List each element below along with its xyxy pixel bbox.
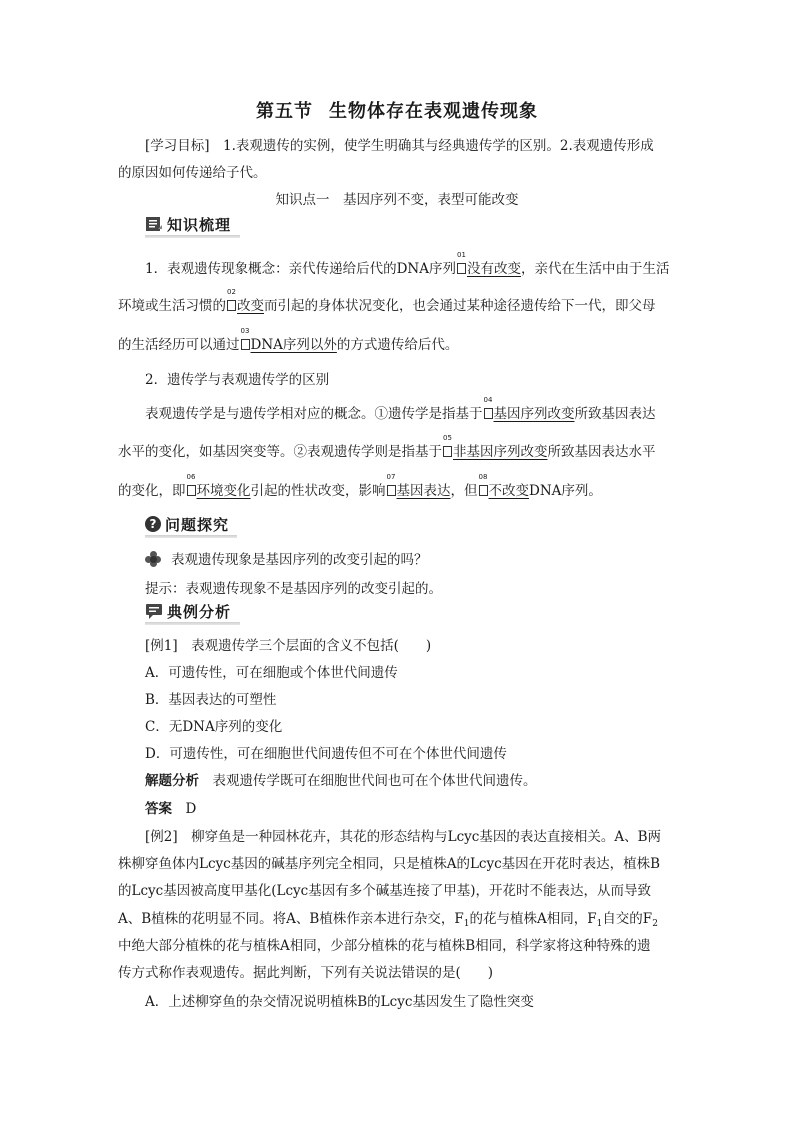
blank-marker-icon: 01: [457, 263, 466, 274]
difference-line3: 的变化，即 06 环境变化引起的性状改变，影响 07 基因表达，但 08 不改变DNA序列。: [118, 473, 602, 499]
concept-line1: 1．表观遗传现象概念：亲代传递给后代的DNA序列 01 没有改变，亲代在生活中由于生活: [145, 251, 670, 277]
flower-bullet-icon: [145, 551, 161, 567]
section-example-analysis: [145, 600, 231, 622]
example2-line2: 株柳穿鱼体内Lcyc基因的碱基序列完全相同，只是植株A的Lcyc基因在开花时表达，植株B: [118, 856, 661, 872]
learning-objectives-line2: 的原因如何传递给子代。: [118, 165, 267, 181]
section-title: 生物体存在表观遗传现象: [329, 101, 538, 122]
analysis-label: 解题分析: [145, 773, 199, 789]
example2-line1: [例2] 柳穿鱼是一种园林花卉，其花的形态结构与Lcyc基因的表达直接相关。A、B两: [145, 829, 662, 845]
example1-option-a: A．可遗传性，可在细胞或个体世代间遗传: [145, 665, 398, 681]
example2-line6: 传方式称作表观遗传。据此判断，下列有关说法错误的是( ): [118, 965, 494, 981]
section-question-explore: [145, 513, 229, 535]
section-label: 典例分析: [167, 602, 232, 621]
answer-blank: DNA序列以外: [250, 337, 337, 353]
question-text: 表观遗传现象是基因序列的改变引起的吗？: [171, 552, 428, 568]
example2-line4: A、B植株的花明显不同。将A、B植株作亲本进行杂交，$F_1$的花与植株A相同，$F_1$自交的$F_2$: [118, 911, 658, 929]
example1-stem: [例1] 表观遗传学三个层面的含义不包括( ): [145, 638, 432, 654]
example1-option-c: C．无DNA序列的变化: [145, 719, 283, 735]
section-label: 问题探究: [165, 515, 230, 534]
answer-blank: 基因序列改变: [493, 406, 575, 422]
answer-blank: 非基因序列改变: [453, 444, 548, 460]
blank-marker-icon: 02: [227, 300, 236, 311]
chat-bubble-icon: [145, 602, 163, 620]
page-title: [0, 97, 794, 123]
blank-marker-icon: 05: [443, 446, 452, 457]
learning-objectives-line1: [学习目标] 1.表观遗传的实例，使学生明确其与经典遗传学的区别。2.表观遗传形成: [145, 138, 654, 154]
concept-line3: 的生活经历可以通过 03 DNA序列以外的方式遗传给后代。: [118, 327, 459, 353]
example2-option-a: A．上述柳穿鱼的杂交情况说明植株B的Lcyc基因发生了隐性突变: [145, 994, 534, 1010]
section-underline: [145, 622, 240, 625]
blank-marker-icon: 04: [484, 408, 493, 419]
answer-blank: 没有改变: [466, 261, 521, 277]
notebook-icon: [145, 215, 163, 233]
hint-line: 提示：表观遗传现象不是基因序列的改变引起的。: [145, 581, 442, 597]
blank-marker-icon: 03: [241, 339, 250, 350]
example1-option-d: D．可遗传性，可在细胞世代间遗传但不可在个体世代间遗传: [145, 746, 507, 762]
difference-line2: 水平的变化，如基因突变等。②表观遗传学则是指基于 05 非基因序列改变所致基因表达水平: [118, 434, 656, 460]
section-number: 第五节: [256, 101, 313, 122]
example1-answer: [145, 797, 196, 817]
answer-blank: 环境变化: [196, 483, 251, 499]
answer-blank: 改变: [237, 298, 264, 314]
difference-heading: 2．遗传学与表观遗传学的区别: [145, 372, 330, 388]
answer-label: 答案: [145, 801, 172, 817]
question-mark-icon: ?: [145, 516, 161, 532]
answer-value: D: [172, 801, 197, 817]
section-label: 知识梳理: [167, 215, 232, 234]
difference-line1: 表观遗传学是与遗传学相对应的概念。①遗传学是指基于 04 基因序列改变所致基因表达: [145, 396, 656, 422]
section-underline: [145, 235, 240, 238]
answer-blank: 基因表达: [396, 483, 451, 499]
blank-marker-icon: 07: [387, 485, 396, 496]
example1-analysis: [145, 769, 537, 789]
knowledge-point-heading: 知识点一 基因序列不变，表型可能改变: [275, 192, 519, 208]
section-knowledge-review: [145, 213, 231, 235]
section-underline: [145, 535, 237, 538]
blank-marker-icon: 06: [187, 485, 196, 496]
analysis-text: 表观遗传学既可在细胞世代间也可在个体世代间遗传。: [199, 773, 537, 789]
example1-option-b: B．基因表达的可塑性: [145, 692, 277, 708]
example2-line3: 的Lcyc基因被高度甲基化(Lcyc基因有多个碱基连接了甲基)，开花时不能表达，从而导致: [118, 883, 651, 899]
question-line: [145, 548, 428, 568]
example2-line5: 中绝大部分植株的花与植株A相同，少部分植株的花与植株B相同，科学家将这种特殊的遗: [118, 938, 651, 954]
blank-marker-icon: 08: [479, 485, 488, 496]
concept-line2: 环境或生活习惯的 02 改变而引起的身体状况变化，也会通过某种途径遗传给下一代，即父母: [118, 288, 656, 314]
answer-blank: 不改变: [488, 483, 529, 499]
